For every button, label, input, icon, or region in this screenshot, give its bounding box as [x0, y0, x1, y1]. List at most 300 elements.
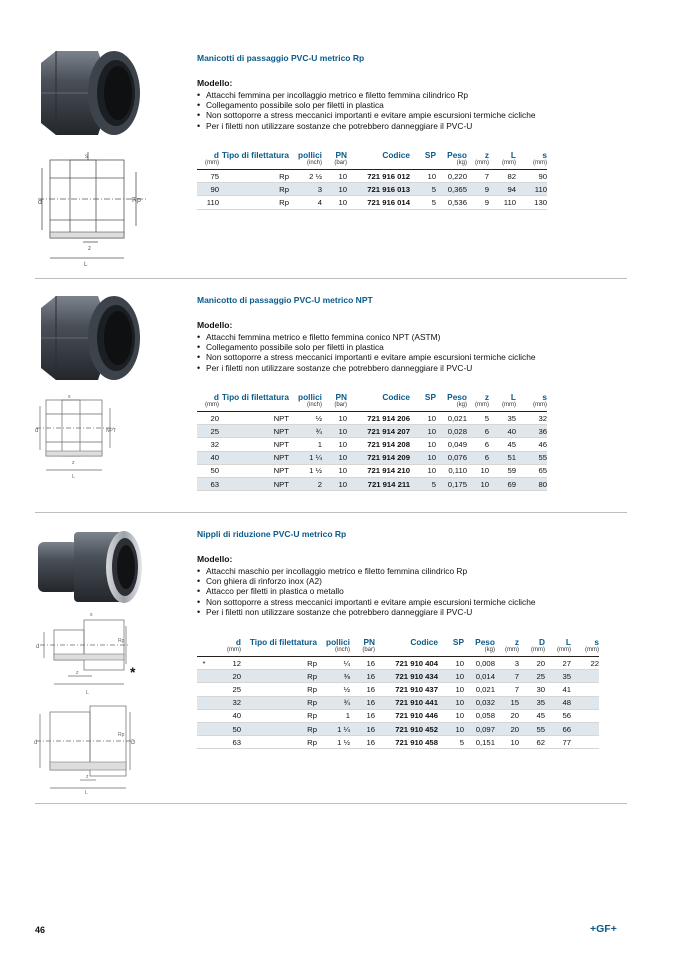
table-cell: NPT: [219, 438, 289, 451]
col-header: Peso: [447, 392, 467, 402]
table-cell: NPT: [219, 477, 289, 490]
table-cell: 90: [516, 170, 547, 183]
unit-label: (inch): [289, 402, 322, 412]
unit-label: [438, 647, 464, 657]
table-cell: NPT: [219, 464, 289, 477]
feature-item: • Per i filetti non utilizzare sostanze che potrebbero danneggiare il PVC-U: [197, 363, 536, 373]
table-cell: 721 910 437: [375, 683, 438, 696]
col-header: pollici: [298, 150, 322, 160]
dim-label-d: d: [38, 199, 42, 206]
table-row: [197, 657, 599, 670]
table-cell: Rp: [241, 657, 317, 670]
unit-label: [347, 402, 410, 412]
table-cell: [197, 683, 211, 696]
table-cell: ⅜: [317, 670, 350, 683]
unit-label: (mm): [519, 647, 545, 657]
table-cell: 5: [438, 736, 464, 749]
table-cell: ½: [289, 412, 322, 425]
table-cell: 35: [519, 696, 545, 709]
table-cell: 10: [410, 451, 436, 464]
unit-label: [197, 647, 211, 657]
table-cell: 0,220: [436, 170, 467, 183]
table-cell: 45: [519, 709, 545, 722]
table-cell: 0,021: [464, 683, 495, 696]
table-cell: Rp: [241, 683, 317, 696]
table-row: [197, 696, 599, 709]
unit-label: (inch): [317, 647, 350, 657]
dim-label-z: z: [72, 460, 75, 466]
table-cell: 80: [516, 477, 547, 490]
table-cell: [197, 722, 211, 735]
table-cell: Rp: [219, 170, 289, 183]
dim-label-rp: Rp: [132, 197, 141, 204]
table-cell: 721 916 013: [347, 183, 410, 196]
section-title: Nippli di riduzione PVC-U metrico Rp: [197, 529, 347, 539]
table-cell: 10: [410, 438, 436, 451]
table-cell: 62: [519, 736, 545, 749]
table-cell: [571, 683, 599, 696]
unit-label: (mm): [516, 160, 547, 170]
col-header: Codice: [382, 150, 410, 160]
table-cell: NPT: [219, 412, 289, 425]
col-header: [197, 637, 211, 647]
table-cell: 10: [410, 464, 436, 477]
table-cell: 16: [350, 709, 375, 722]
section-title: Manicotti di passaggio PVC-U metrico Rp: [197, 53, 365, 63]
feature-item: • Attacchi femmina per incollaggio metrico e filetto femmina cilindrico Rp: [197, 90, 536, 100]
unit-label: (mm): [545, 647, 571, 657]
table-cell: 66: [545, 722, 571, 735]
table-cell: 20: [211, 670, 241, 683]
table-cell: 10: [322, 425, 347, 438]
unit-label: (mm): [571, 647, 599, 657]
table-cell: 0,175: [436, 477, 467, 490]
table-cell: 4: [289, 196, 322, 209]
table-cell: 10: [322, 477, 347, 490]
table-cell: 63: [211, 736, 241, 749]
page-number: 46: [35, 925, 46, 935]
col-header: z: [484, 392, 489, 402]
table-cell: 63: [197, 477, 219, 490]
table-cell: 10: [322, 464, 347, 477]
table-cell: 1 ½: [317, 736, 350, 749]
table-cell: 40: [211, 709, 241, 722]
col-header: Peso: [475, 637, 495, 647]
table-cell: 10: [438, 709, 464, 722]
feature-item: • Non sottoporre a stress meccanici importanti e evitare ampie escursioni termiche cicliche: [197, 110, 536, 120]
dim-label-l: L: [85, 790, 88, 795]
table-cell: 22: [571, 657, 599, 670]
table-cell: 0,076: [436, 451, 467, 464]
table-cell: 10: [438, 670, 464, 683]
table-cell: 82: [489, 170, 516, 183]
dim-label-s: s: [85, 154, 88, 160]
table-cell: 40: [197, 451, 219, 464]
col-header: z: [514, 637, 519, 647]
table-cell: 50: [211, 722, 241, 735]
table-cell: 0,014: [464, 670, 495, 683]
table-cell: 1 ½: [289, 464, 322, 477]
table-cell: 20: [519, 657, 545, 670]
model-label: Modello:: [197, 554, 233, 564]
unit-label: (mm): [516, 402, 547, 412]
table-cell: 25: [197, 425, 219, 438]
table-cell: 130: [516, 196, 547, 209]
product-photo-reducing-nipple: [34, 526, 146, 608]
table-cell: *: [197, 657, 211, 670]
table-cell: NPT: [219, 425, 289, 438]
table-cell: 16: [350, 736, 375, 749]
table-row: [197, 451, 547, 464]
table-cell: 16: [350, 670, 375, 683]
feature-item: • Per i filetti non utilizzare sostanze che potrebbero danneggiare il PVC-U: [197, 607, 536, 617]
feature-list: [197, 566, 536, 617]
col-header: d: [235, 637, 241, 647]
table-cell: 5: [410, 183, 436, 196]
table-cell: 12: [211, 657, 241, 670]
col-header: s: [542, 392, 547, 402]
table-cell: 10: [322, 451, 347, 464]
col-header: s: [542, 150, 547, 160]
table-row: [197, 170, 547, 183]
table-cell: 69: [489, 477, 516, 490]
col-header: pollici: [326, 637, 350, 647]
table-cell: 1 ¼: [317, 722, 350, 735]
table-cell: [571, 722, 599, 735]
table-cell: [197, 709, 211, 722]
table-cell: 10: [438, 683, 464, 696]
table-cell: 50: [197, 464, 219, 477]
table-row: [197, 183, 547, 196]
table-cell: 32: [197, 438, 219, 451]
table-cell: 48: [545, 696, 571, 709]
table-cell: 56: [545, 709, 571, 722]
table-cell: 0,110: [436, 464, 467, 477]
col-header: Codice: [382, 392, 410, 402]
table-cell: 3: [495, 657, 519, 670]
table-cell: 721 910 458: [375, 736, 438, 749]
dim-label-d: d: [35, 428, 39, 434]
unit-label: (mm): [489, 402, 516, 412]
table-cell: 721 910 446: [375, 709, 438, 722]
table-cell: 721 914 209: [347, 451, 410, 464]
table-cell: 16: [350, 657, 375, 670]
dim-label-z: z: [76, 670, 79, 676]
brand-logo: +GF+: [590, 923, 617, 935]
unit-label: (bar): [350, 647, 375, 657]
col-header: z: [484, 150, 489, 160]
table-cell: 10: [467, 477, 489, 490]
col-header: Tipo di filettatura: [221, 392, 289, 402]
col-header: Tipo di filettatura: [249, 637, 317, 647]
table-cell: ¾: [289, 425, 322, 438]
col-header: d: [213, 392, 219, 402]
table-cell: 55: [516, 451, 547, 464]
table-cell: 0,365: [436, 183, 467, 196]
unit-label: (inch): [289, 160, 322, 170]
table-cell: 1 ¼: [289, 451, 322, 464]
table-cell: [197, 696, 211, 709]
col-header: Peso: [447, 150, 467, 160]
table-cell: 10: [495, 736, 519, 749]
table-row: [197, 438, 547, 451]
table-cell: 0,028: [436, 425, 467, 438]
feature-list: [197, 90, 536, 131]
table-cell: 6: [467, 451, 489, 464]
table-cell: 721 914 211: [347, 477, 410, 490]
table-cell: 10: [322, 196, 347, 209]
table-cell: ½: [317, 683, 350, 696]
col-header: D: [539, 637, 545, 647]
table-cell: Rp: [241, 670, 317, 683]
table-cell: 0,151: [464, 736, 495, 749]
feature-item: • Collegamento possibile solo per filetti in plastica: [197, 100, 536, 110]
table-row: [197, 464, 547, 477]
table-cell: 10: [410, 412, 436, 425]
unit-label: [347, 160, 410, 170]
table-cell: [571, 696, 599, 709]
table-cell: [197, 670, 211, 683]
table-cell: 20: [495, 722, 519, 735]
table-cell: ¼: [317, 657, 350, 670]
unit-label: (kg): [436, 402, 467, 412]
table-cell: 10: [410, 170, 436, 183]
table-cell: 77: [545, 736, 571, 749]
unit-label: (mm): [211, 647, 241, 657]
table-cell: 45: [489, 438, 516, 451]
unit-label: (kg): [464, 647, 495, 657]
footnote-star: *: [130, 664, 136, 680]
col-header: Codice: [410, 637, 438, 647]
dim-label-l: L: [84, 262, 88, 268]
table-cell: 59: [489, 464, 516, 477]
table-cell: 721 914 210: [347, 464, 410, 477]
table-row: [197, 477, 547, 490]
col-header: PN: [363, 637, 375, 647]
table-row: [197, 736, 599, 749]
spec-table: [197, 150, 547, 210]
unit-label: (bar): [322, 402, 347, 412]
table-cell: Rp: [219, 196, 289, 209]
table-cell: 46: [516, 438, 547, 451]
table-cell: 16: [350, 696, 375, 709]
feature-item: • Collegamento possibile solo per filetti in plastica: [197, 342, 536, 352]
spec-table: [197, 637, 599, 749]
col-header: d: [213, 150, 219, 160]
table-cell: 9: [467, 196, 489, 209]
table-cell: 51: [489, 451, 516, 464]
table-cell: 0,097: [464, 722, 495, 735]
dim-label-z: z: [86, 774, 89, 780]
table-cell: 35: [489, 412, 516, 425]
feature-item: • Attacchi maschio per incollaggio metrico e filetto femmina cilindrico Rp: [197, 566, 536, 576]
table-row: [197, 709, 599, 722]
dim-label-z: z: [88, 246, 91, 252]
table-cell: 10: [410, 425, 436, 438]
table-row: [197, 722, 599, 735]
dim-label-d: d: [36, 644, 40, 650]
table-cell: 6: [467, 425, 489, 438]
table-row: [197, 670, 599, 683]
dim-label-s: s: [90, 612, 93, 618]
table-cell: 7: [495, 683, 519, 696]
feature-item: • Non sottoporre a stress meccanici importanti e evitare ampie escursioni termiche cicliche: [197, 352, 536, 362]
table-cell: 10: [322, 438, 347, 451]
table-cell: 110: [516, 183, 547, 196]
table-row: [197, 196, 547, 209]
unit-label: (mm): [467, 402, 489, 412]
table-cell: 721 910 452: [375, 722, 438, 735]
technical-drawing-socket-rp: [28, 148, 158, 268]
unit-label: [219, 402, 289, 412]
section-title: Manicotto di passaggio PVC-U metrico NPT: [197, 295, 373, 305]
table-cell: Rp: [241, 709, 317, 722]
technical-drawing-socket-npt: [30, 390, 130, 480]
dim-label-s: s: [68, 394, 71, 400]
feature-list: [197, 332, 536, 373]
table-cell: 32: [516, 412, 547, 425]
unit-label: (mm): [495, 647, 519, 657]
col-header: PN: [335, 392, 347, 402]
table-cell: [571, 709, 599, 722]
product-photo-socket-npt: [36, 288, 146, 386]
table-cell: 7: [467, 170, 489, 183]
table-cell: 10: [438, 657, 464, 670]
table-cell: 10: [438, 696, 464, 709]
table-cell: 0,058: [464, 709, 495, 722]
table-cell: [197, 736, 211, 749]
table-cell: 10: [438, 722, 464, 735]
unit-label: [375, 647, 438, 657]
table-cell: 40: [489, 425, 516, 438]
table-cell: 3: [289, 183, 322, 196]
table-cell: 55: [519, 722, 545, 735]
table-cell: 2 ½: [289, 170, 322, 183]
table-cell: [571, 736, 599, 749]
feature-item: • Attacchi femmina metrico e filetto femmina conico NPT (ASTM): [197, 332, 536, 342]
table-cell: 721 914 206: [347, 412, 410, 425]
table-cell: 110: [489, 196, 516, 209]
col-header: PN: [335, 150, 347, 160]
table-cell: 15: [495, 696, 519, 709]
col-header: s: [594, 637, 599, 647]
table-cell: 10: [322, 183, 347, 196]
col-header: SP: [424, 392, 436, 402]
table-cell: Rp: [219, 183, 289, 196]
table-cell: 30: [519, 683, 545, 696]
table-cell: 41: [545, 683, 571, 696]
dim-label-rp: Rp: [118, 732, 125, 738]
table-cell: 5: [410, 477, 436, 490]
table-cell: 10: [322, 170, 347, 183]
table-cell: 0,008: [464, 657, 495, 670]
unit-label: [410, 402, 436, 412]
model-label: Modello:: [197, 320, 233, 330]
product-photo-socket-rp: [36, 45, 146, 141]
dim-label-npt: NPT: [106, 428, 116, 434]
table-cell: 90: [197, 183, 219, 196]
unit-label: (mm): [197, 402, 219, 412]
table-cell: 0,032: [464, 696, 495, 709]
table-cell: [571, 670, 599, 683]
unit-label: (mm): [467, 160, 489, 170]
table-cell: 2: [289, 477, 322, 490]
unit-label: (bar): [322, 160, 347, 170]
table-cell: 5: [410, 196, 436, 209]
unit-label: [241, 647, 317, 657]
table-cell: ¾: [317, 696, 350, 709]
table-cell: 1: [289, 438, 322, 451]
section-divider: [35, 512, 627, 513]
table-cell: 7: [495, 670, 519, 683]
table-cell: 5: [467, 412, 489, 425]
table-cell: 721 916 014: [347, 196, 410, 209]
technical-drawing-nipple-large: [30, 700, 140, 795]
spec-table: [197, 392, 547, 491]
table-cell: 10: [322, 412, 347, 425]
table-cell: 0,536: [436, 196, 467, 209]
table-row: [197, 683, 599, 696]
dim-label-rp: Rp: [118, 638, 125, 644]
col-header: SP: [424, 150, 436, 160]
table-cell: 94: [489, 183, 516, 196]
table-cell: 1: [317, 709, 350, 722]
table-cell: 0,021: [436, 412, 467, 425]
table-cell: 65: [516, 464, 547, 477]
col-header: L: [510, 150, 516, 160]
table-cell: Rp: [241, 722, 317, 735]
feature-item: • Per i filetti non utilizzare sostanze che potrebbero danneggiare il PVC-U: [197, 121, 536, 131]
unit-label: (mm): [197, 160, 219, 170]
table-cell: Rp: [241, 696, 317, 709]
table-cell: 32: [211, 696, 241, 709]
table-cell: 110: [197, 196, 219, 209]
col-header: SP: [452, 637, 464, 647]
table-cell: 10: [467, 464, 489, 477]
table-cell: 35: [545, 670, 571, 683]
feature-item: • Attacco per filetti in plastica o metallo: [197, 586, 536, 596]
dim-label-l: L: [86, 690, 89, 696]
technical-drawing-nipple-small: [30, 608, 130, 698]
table-cell: 25: [211, 683, 241, 696]
feature-item: • Con ghiera di rinforzo inox (A2): [197, 576, 536, 586]
col-header: L: [565, 637, 571, 647]
col-header: L: [510, 392, 516, 402]
table-cell: 721 916 012: [347, 170, 410, 183]
table-cell: 6: [467, 438, 489, 451]
table-cell: 20: [495, 709, 519, 722]
table-cell: 16: [350, 683, 375, 696]
table-cell: NPT: [219, 451, 289, 464]
unit-label: (mm): [489, 160, 516, 170]
table-cell: 20: [197, 412, 219, 425]
unit-label: [410, 160, 436, 170]
table-cell: 721 910 434: [375, 670, 438, 683]
model-label: Modello:: [197, 78, 233, 88]
table-cell: 721 910 441: [375, 696, 438, 709]
table-cell: 721 910 404: [375, 657, 438, 670]
table-cell: 721 914 207: [347, 425, 410, 438]
unit-label: (kg): [436, 160, 467, 170]
unit-label: [219, 160, 289, 170]
table-row: [197, 412, 547, 425]
table-cell: 16: [350, 722, 375, 735]
table-cell: 75: [197, 170, 219, 183]
dim-label-d: d: [34, 740, 38, 746]
section-divider: [35, 278, 627, 279]
table-cell: 721 914 208: [347, 438, 410, 451]
table-row: [197, 425, 547, 438]
